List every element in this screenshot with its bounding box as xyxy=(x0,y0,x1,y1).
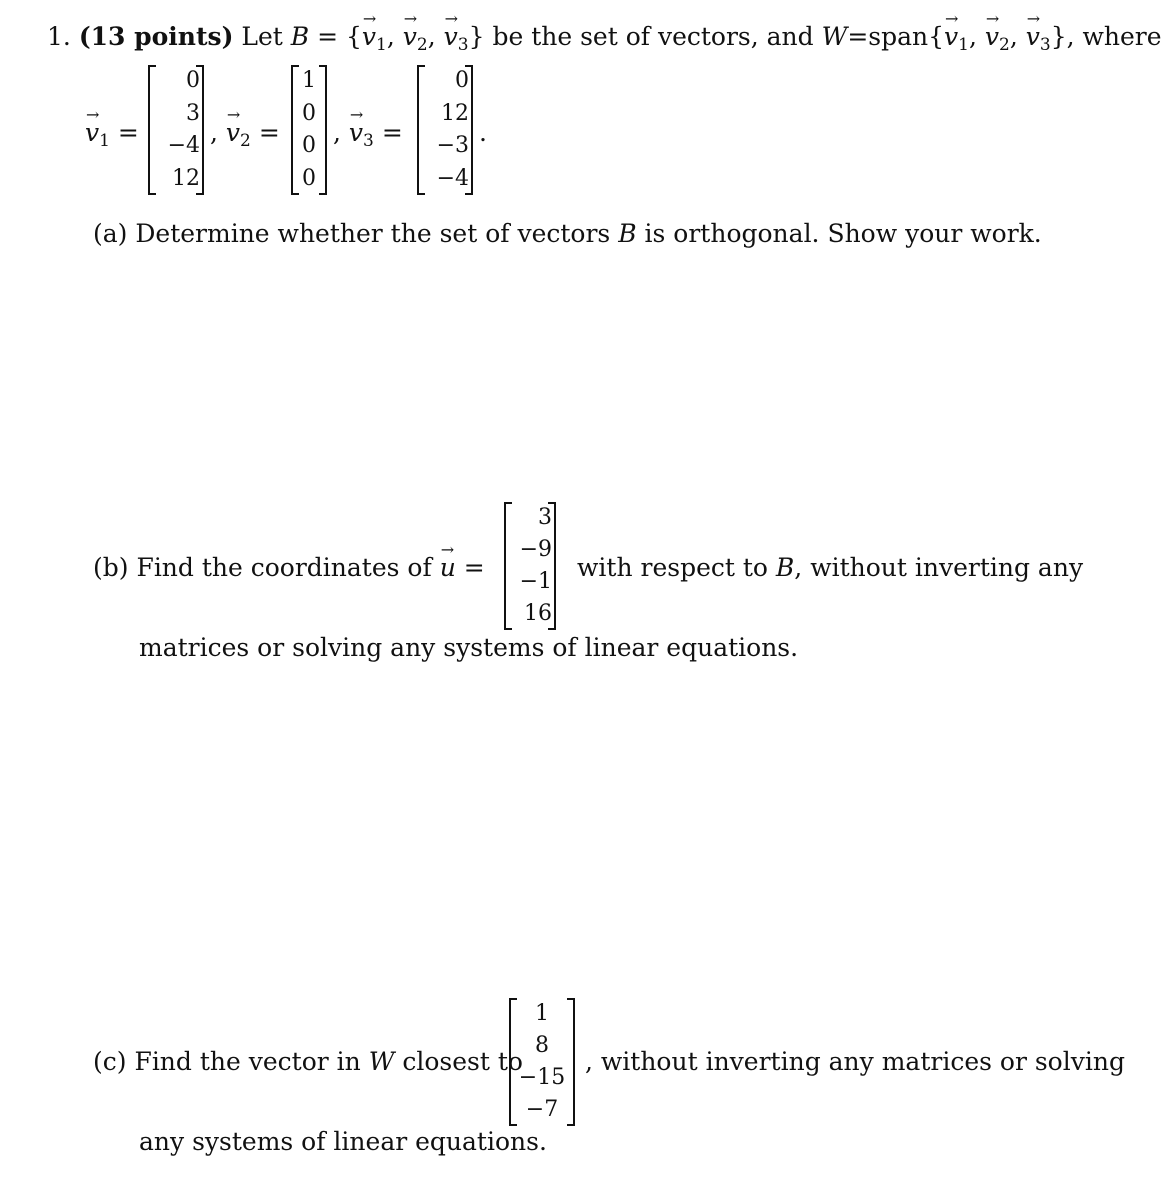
v1-label xyxy=(85,120,139,150)
subscript-2: 2 xyxy=(240,131,251,151)
part-c-var: W xyxy=(368,1047,395,1076)
part-a-text-after: is orthogonal. Show your work. xyxy=(644,219,1042,248)
matrix-entry: 0 xyxy=(455,68,469,94)
vector-u-symbol: → u xyxy=(440,555,456,580)
comma: , xyxy=(210,118,218,147)
matrix-entry: 3 xyxy=(186,100,200,126)
part-a xyxy=(93,221,1042,246)
equals-sign: = xyxy=(258,118,280,147)
comma: , xyxy=(1009,22,1018,51)
matrix-entry: 3 xyxy=(538,505,552,530)
vector-v3-symbol: → v xyxy=(444,24,458,49)
problem-points: (13 points) xyxy=(78,22,234,51)
matrix-c xyxy=(509,998,575,1126)
period: . xyxy=(479,118,487,147)
subscript-3: 3 xyxy=(363,131,374,151)
part-c-line1-left xyxy=(93,1049,523,1074)
matrix-entry: 12 xyxy=(172,165,200,191)
part-b-label: (b) xyxy=(93,553,129,582)
part-c-text-before: Find the vector in xyxy=(134,1047,361,1076)
comma: , xyxy=(968,22,977,51)
matrix-v3 xyxy=(417,65,473,195)
equals-sign: = xyxy=(117,118,139,147)
part-b-line1-right xyxy=(577,555,1083,580)
part-a-text-before: Determine whether the set of vectors xyxy=(135,219,611,248)
part-b-text-after-end: , without inverting any xyxy=(794,553,1084,582)
vector-v1-symbol: → v xyxy=(362,24,376,49)
set-name: B xyxy=(290,22,310,51)
part-b-text-after-start: with respect to xyxy=(577,553,768,582)
part-c-line1-right: , without inverting any matrices or solving xyxy=(585,1047,1125,1076)
subscript-1: 1 xyxy=(958,35,969,55)
matrix-entry: −1 xyxy=(519,569,552,594)
part-b-line2: matrices or solving any systems of linear equations. xyxy=(139,633,799,662)
matrix-entry: −7 xyxy=(525,1097,559,1122)
span-name: W xyxy=(821,22,848,51)
problem-header xyxy=(47,24,1162,54)
matrix-v2 xyxy=(291,65,327,195)
matrix-v1 xyxy=(148,65,204,195)
span-close: }, xyxy=(1050,22,1075,51)
v2-label xyxy=(210,120,280,150)
part-c-text-mid: closest to xyxy=(402,1047,523,1076)
matrix-entry: 12 xyxy=(441,100,469,126)
matrix-entry: 0 xyxy=(302,133,316,159)
subscript-2: 2 xyxy=(999,35,1010,55)
intro-let: Let xyxy=(241,22,283,51)
equals-sign: = xyxy=(463,553,485,582)
equals-sign: = xyxy=(381,118,403,147)
part-b-line1-left xyxy=(93,555,485,580)
matrix-entry: 0 xyxy=(302,100,316,126)
matrix-entry: 0 xyxy=(186,68,200,94)
problem-number: 1. xyxy=(47,22,71,51)
matrix-entry: 16 xyxy=(524,601,552,626)
part-b-basis-var: B xyxy=(775,553,795,582)
vector-v3-symbol: → v xyxy=(1026,24,1040,49)
vector-v2-symbol: → v xyxy=(403,24,417,49)
vector-v1-symbol: → v xyxy=(944,24,958,49)
v3-label xyxy=(333,120,403,150)
subscript-2: 2 xyxy=(416,35,428,55)
subscript-1: 1 xyxy=(376,35,387,55)
set-close-brace: } xyxy=(468,22,485,51)
vector-v2-symbol: → v xyxy=(226,120,240,145)
span-open: =span{ xyxy=(847,22,945,51)
intro-mid-text: be the set of vectors, and xyxy=(492,22,814,51)
matrix-entry: −4 xyxy=(436,165,469,191)
matrix-entry: 0 xyxy=(302,165,316,191)
matrix-entry: 1 xyxy=(302,68,316,94)
vector-v1-symbol: → v xyxy=(85,120,99,145)
vector-v2-symbol: → v xyxy=(985,24,999,49)
part-c-label: (c) xyxy=(93,1047,127,1076)
comma: , xyxy=(333,118,341,147)
matrix-entry: −9 xyxy=(519,537,552,562)
matrix-entry: 8 xyxy=(535,1033,549,1058)
comma: , xyxy=(427,22,436,51)
where-text: where xyxy=(1082,22,1162,51)
vector-v3-symbol: → v xyxy=(349,120,363,145)
matrix-entry: 1 xyxy=(535,1001,549,1026)
subscript-1: 1 xyxy=(99,131,110,151)
part-a-var: B xyxy=(618,219,637,248)
matrix-entry: −3 xyxy=(436,133,469,159)
subscript-3: 3 xyxy=(457,35,469,55)
matrix-entry: −4 xyxy=(167,133,200,159)
equals-sign: = xyxy=(317,22,339,51)
subscript-3: 3 xyxy=(1039,35,1051,55)
matrix-entry: −15 xyxy=(518,1065,566,1090)
part-a-label: (a) xyxy=(93,219,128,248)
set-open-brace: { xyxy=(346,22,362,51)
part-c-line2: any systems of linear equations. xyxy=(139,1127,547,1156)
comma: , xyxy=(386,22,395,51)
part-b-text-before: Find the coordinates of xyxy=(136,553,432,582)
matrix-u xyxy=(504,502,556,630)
